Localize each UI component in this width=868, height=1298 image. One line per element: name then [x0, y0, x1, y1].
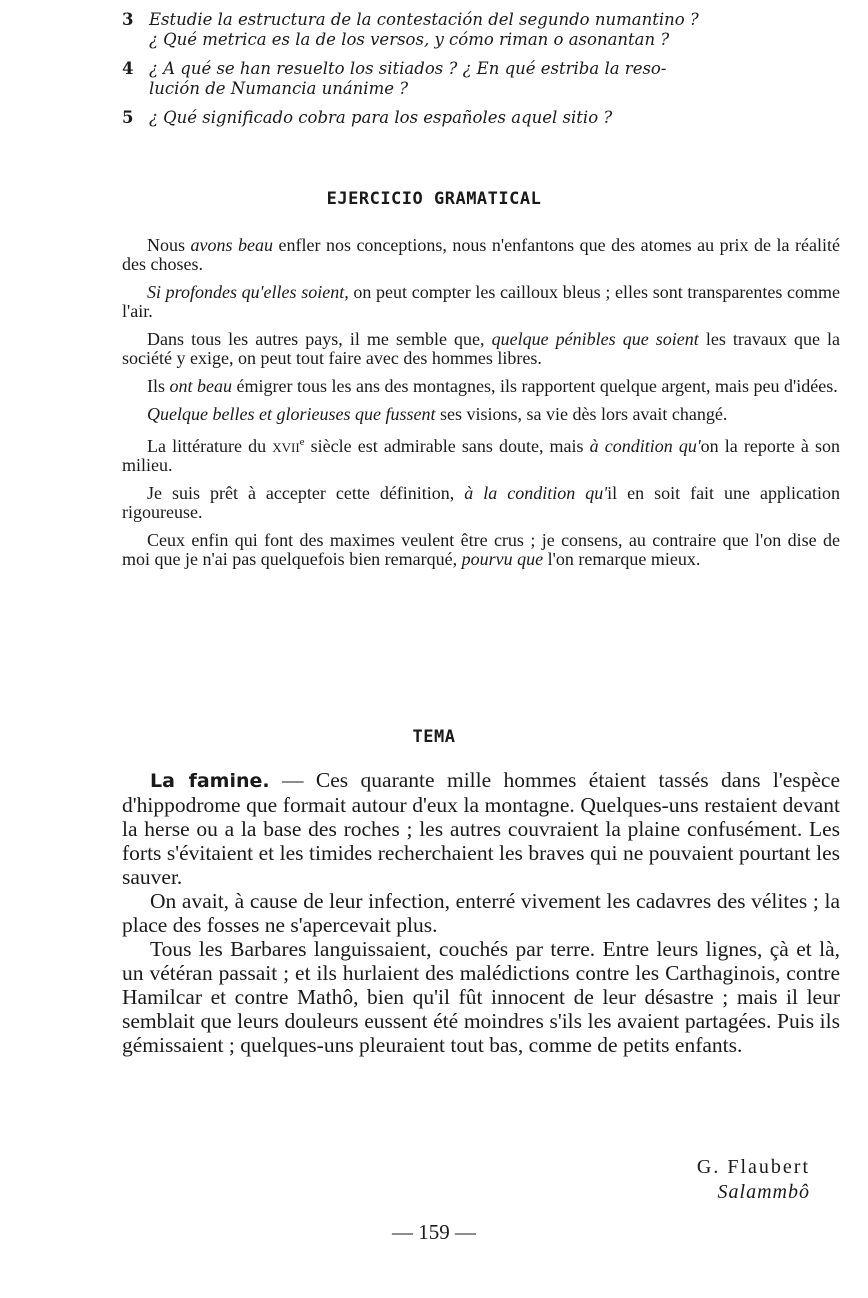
- exercise-sentence: Ceux enfin qui font des maximes veulent être crus ; je consens, au contraire que l'on dise de moi que je n'ai pas quelquefois bien remarqué, pourvu que l'on remarque mieux.: [122, 530, 840, 569]
- question-list: [122, 10, 840, 137]
- tema-heading: TEMA: [412, 727, 456, 747]
- work-title: Salammbô: [717, 1181, 810, 1203]
- question-number: 4: [122, 59, 134, 78]
- author-name: G. Flaubert: [696, 1156, 810, 1178]
- question-4: [122, 59, 840, 99]
- exercise-sentence: La littérature du xvii$^e$ siècle est admirable sans doute, mais à condition qu'on la reporte à son milieu.: [122, 436, 840, 475]
- question-line: ¿ Qué significado cobra para los españoles aquel sitio ?: [149, 108, 613, 127]
- tema-lead: La famine.: [150, 770, 270, 792]
- question-line: ¿ Qué metrica es la de los versos, y cómo riman o asonantan ?: [149, 30, 670, 49]
- question-line: lución de Numancia unánime ?: [149, 79, 409, 98]
- exercise-sentence: Ils ont beau émigrer tous les ans des montagnes, ils rapportent quelque argent, mais peu d'idées.: [147, 376, 838, 396]
- tema-body: [122, 768, 840, 1057]
- ejercicio-heading: EJERCICIO GRAMATICAL: [326, 189, 542, 209]
- page-number: — 159 —: [392, 1220, 476, 1244]
- exercise-sentence: Si profondes qu'elles soient, on peut compter les cailloux bleus ; elles sont transparentes comme l'air.: [122, 282, 840, 321]
- exercise-sentence: Quelque belles et glorieuses que fussent ses visions, sa vie dès lors avait changé.: [147, 404, 728, 424]
- tema-paragraph: Tous les Barbares languissaient, couchés par terre. Entre leurs lignes, çà et là, un vétéran passait ; et ils hurlaient des malédictions contre les Carthaginois, contre Hamilcar et contre Mathô, bien qu'il fût innocent de leur désastre ; mais il leur semblait que leurs douleurs eussent été moindres s'ils les avaient partagées. Puis ils gémissaient ; quelques-uns pleuraient tout bas, comme de petits enfants.: [122, 937, 840, 1057]
- ejercicio-body: [122, 236, 840, 578]
- question-number: 3: [122, 10, 134, 29]
- tema-paragraph: La famine. — Ces quarante mille hommes étaient tassés dans l'espèce d'hippodrome que formait autour d'eux la montagne. Quelques-uns restaient devant la herse ou a la base des roches ; les autres couvraient la plaine confusément. Les forts s'évitaient et les timides recherchaient les braves qui ne pouvaient pourtant les sauver.: [122, 768, 841, 889]
- author-attribution: [697, 1155, 810, 1205]
- exercise-sentence: Nous avons beau enfler nos conceptions, nous n'enfantons que des atomes au prix de la réalité des choses.: [122, 235, 840, 274]
- tema-paragraph: On avait, à cause de leur infection, enterré vivement les cadavres des vélites ; la place des fosses ne s'apercevait plus.: [122, 889, 840, 937]
- exercise-sentence: Je suis prêt à accepter cette définition, à la condition qu'il en soit fait une application rigoureuse.: [122, 483, 840, 522]
- question-line: ¿ A qué se han resuelto los sitiados ? ¿ En qué estriba la reso-: [149, 59, 667, 78]
- exercise-sentence: Dans tous les autres pays, il me semble que, quelque pénibles que soient les travaux que la société y exige, on peut tout faire avec des hommes libres.: [122, 329, 841, 368]
- question-3: [122, 10, 840, 50]
- question-line: Estudie la estructura de la contestación del segundo numantino ?: [149, 10, 699, 29]
- question-5: [122, 108, 840, 128]
- question-number: 5: [122, 108, 134, 127]
